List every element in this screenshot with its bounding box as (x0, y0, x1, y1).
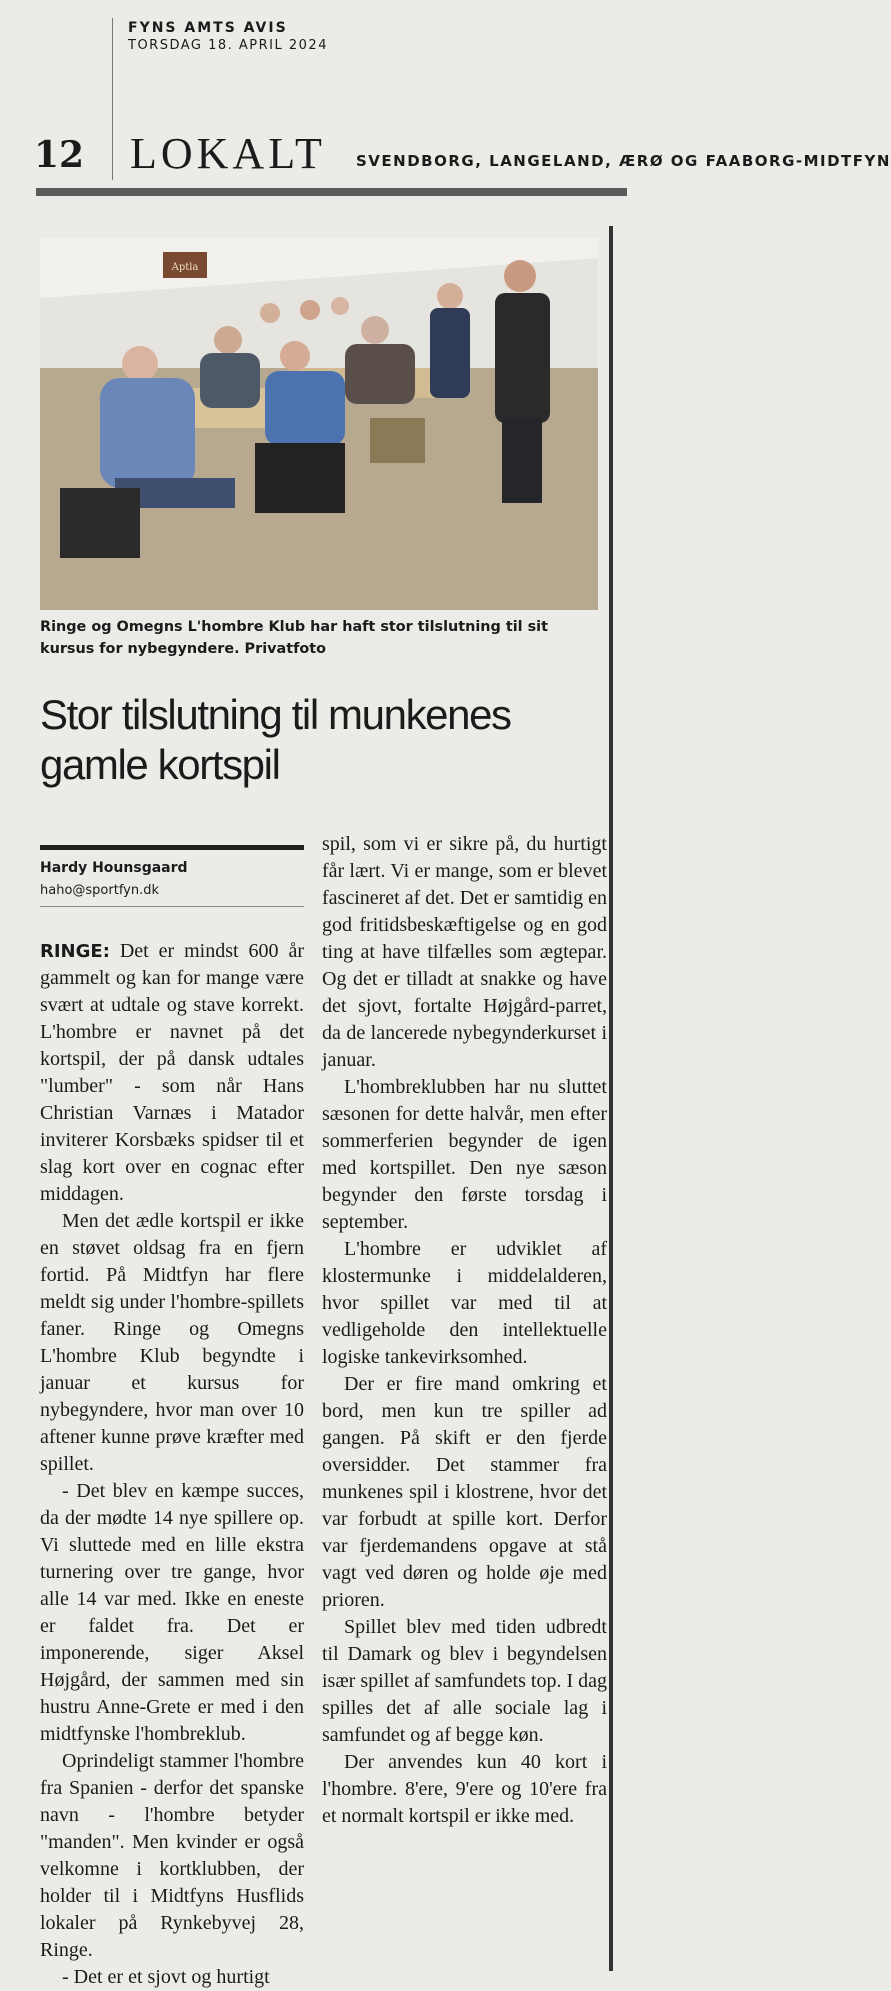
masthead-divider (112, 18, 113, 180)
byline-bar (40, 845, 304, 850)
article-paragraph: L'hombreklubben har nu sluttet sæsonen for dette halvår, men efter sommerferien begynder de igen med kortspillet. Den nye sæson begynder den første torsdag i september. (322, 1076, 607, 1233)
article-column-1 (40, 938, 304, 1991)
article-paragraph: Men det ædle kortspil er ikke en støvet oldsag fra en fjern fortid. På Midtfyn har flere meldt sig under l'hombre-spillets faner. Ringe og Omegns L'hombre Klub begyndte i januar et kursus for nybegyndere, hvor man over 10 aftener kunne prøve kræfter med spillet. (40, 1210, 304, 1475)
article-column-2 (322, 831, 607, 1830)
photo-caption: Ringe og Omegns L'hombre Klub har haft stor tilslutning til sit kursus for nybegyndere. Privatfoto (40, 619, 548, 657)
article-photo (40, 238, 598, 610)
byline-rule (40, 906, 304, 907)
dateline: RINGE: (40, 941, 110, 962)
article-headline: Stor tilslutning til munkenes gamle kortspil (40, 691, 511, 788)
author-email: haho@sportfyn.dk (40, 883, 160, 898)
wall-sign-text: Aptla (171, 262, 199, 273)
article-paragraph: Oprindeligt stammer l'hombre fra Spanien - derfor det spanske navn - l'hombre betyder "manden". Men kvinder er også velkomne i kortklubben, der holder til i Midtfyns Husflids lokaler på Rynkebyvej 28, Ringe. (40, 1750, 304, 1961)
masthead (128, 20, 328, 53)
article-paragraph: - Det blev en kæmpe succes, da der mødte 14 nye spillere op. Vi sluttede med en lille ekstra turnering over tre gange, hvor alle 14 var med. Ikke en eneste er faldet fra. Det er imponerende, siger Aksel Højgård, der sammen med sin hustru Anne-Grete er med i den midtfynske l'hombreklub. (40, 1480, 304, 1745)
section-title: LOKALT (130, 129, 326, 178)
article-paragraph: - Det er et sjovt og hurtigt (62, 1966, 270, 1988)
article-paragraph: Spillet blev med tiden udbredt til Damark og blev i begyndelsen især spillet af samfundets top. I dag spilles det af alle sociale lag i samfundet og af begge køn. (322, 1616, 607, 1746)
issue-date: TORSDAG 18. APRIL 2024 (128, 38, 328, 53)
column-border (609, 226, 613, 1971)
article-paragraph: spil, som vi er sikre på, du hurtigt får lært. Vi er mange, som er blevet fascineret af det. Det er samtidig en god fritidsbeskæftigelse og en god ting at have tilfælles som ægtepar. Og det er tilladt at snakke og have det sjovt, fortalte Højgård-parret, da de lancerede nybegynderkurset i januar. (322, 833, 607, 1071)
header-bar (36, 188, 627, 196)
paper-name: FYNS AMTS AVIS (128, 20, 288, 36)
page-number: 12 (34, 134, 85, 176)
article-paragraph: Der er fire mand omkring et bord, men kun tre spiller ad gangen. På skift er den fjerde oversidder. Det stammer fra munkenes spil i klostrene, hvor det var forbudt at spille kort. Derfor var fjerdemandens opgave at stå vagt ved døren og holde øje med prioren. (322, 1373, 607, 1611)
article-paragraph: L'hombre er udviklet af klostermunke i middelalderen, hvor spillet var med til at vedligeholde den intellektuelle logiske tankevirksomhed. (322, 1238, 607, 1368)
author-name: Hardy Hounsgaard (40, 860, 188, 876)
article-paragraph: Der anvendes kun 40 kort i l'hombre. 8'ere, 9'ere og 10'ere fra et normalt kortspil er ikke med. (322, 1751, 607, 1827)
region-list: SVENDBORG, LANGELAND, ÆRØ OG FAABORG-MIDTFYN (356, 152, 891, 170)
article-paragraph: RINGE: Det er mindst 600 år gammelt og kan for mange være svært at udtale og stave korrekt. L'hombre er navnet på det kortspil, der på dansk udtales "lumber" - som når Hans Christian Varnæs i Matador inviterer Korsbæks spidser til et slag kort over en cognac efter middagen. (40, 940, 304, 1205)
